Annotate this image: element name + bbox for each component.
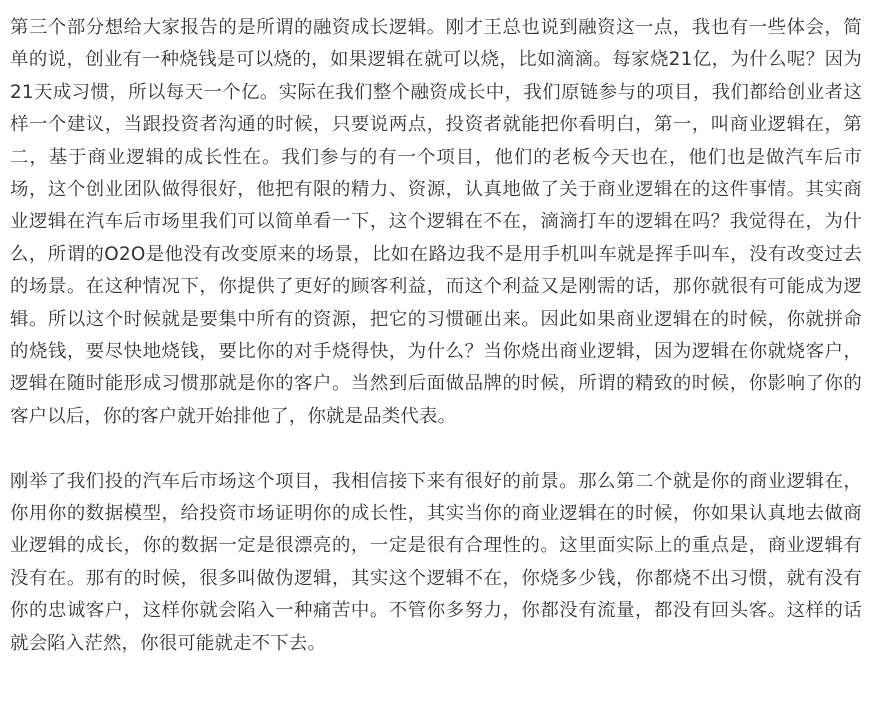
paragraph-auto-aftermarket-example: 刚举了我们投的汽车后市场这个项目，我相信接下来有很好的前景。那么第二个就是你的商业逻辑在，你用你的数据模型，给投资市场证明你的成长性，其实当你的商业逻辑在的时候，你如果认真地去做商业逻辑的成长，你的数据一定是很漂亮的，一定是很有合理性的。这里面实际上的重点是，商业逻辑有没有在。那有的时候，很多叫做伪逻辑，其实这个逻辑不在，你烧多少钱，你都烧不出习惯，就有没有你的忠诚客户，这样你就会陷入一种痛苦中。不管你多努力，你都没有流量，都没有回头客。这样的话就会陷入茫然，你很可能就走不下去。 xyxy=(10,470,862,654)
paragraph-financing-growth-logic: 第三个部分想给大家报告的是所谓的融资成长逻辑。刚才王总也说到融资这一点，我也有一些体会，简单的说，创业有一种烧钱是可以烧的，如果逻辑在就可以烧，比如滴滴。每家烧21亿，为什么呢？因为21天成习惯，所以每天一个亿。实际在我们整个融资成长中，我们原链参与的项目，我们都给创业者这样一个建议，当跟投资者沟通的时候，只要说两点，投资者就能把你看明白，第一，叫商业逻辑在，第二，基于商业逻辑的成长性在。我们参与的有一个项目，他们的老板今天也在，他们也是做汽车后市场，这个创业团队做得很好，他把有限的精力、资源，认真地做了关于商业逻辑在的这件事情。其实商业逻辑在汽车后市场里我们可以简单看一下，这个逻辑在不在，滴滴打车的逻辑在吗？我觉得在，为什么，所谓的O2O是他没有改变原来的场景，比如在路边我不是用手机叫车就是挥手叫车，没有改变过去的场景。在这种情况下，你提供了更好的顾客利益，而这个利益又是刚需的话，那你就很有可能成为逻辑。所以这个时候就是要集中所有的资源，把它的习惯砸出来。因此如果商业逻辑在的时候，你就拼命的烧钱，要尽快地烧钱，要比你的对手烧得快，为什么？当你烧出商业逻辑，因为逻辑在你就烧客户，逻辑在随时能形成习惯那就是你的客户。当然到后面做品牌的时候，所谓的精致的时候，你影响了你的客户以后，你的客户就开始排他了，你就是品类代表。 xyxy=(10,17,862,427)
article-body xyxy=(10,12,862,660)
